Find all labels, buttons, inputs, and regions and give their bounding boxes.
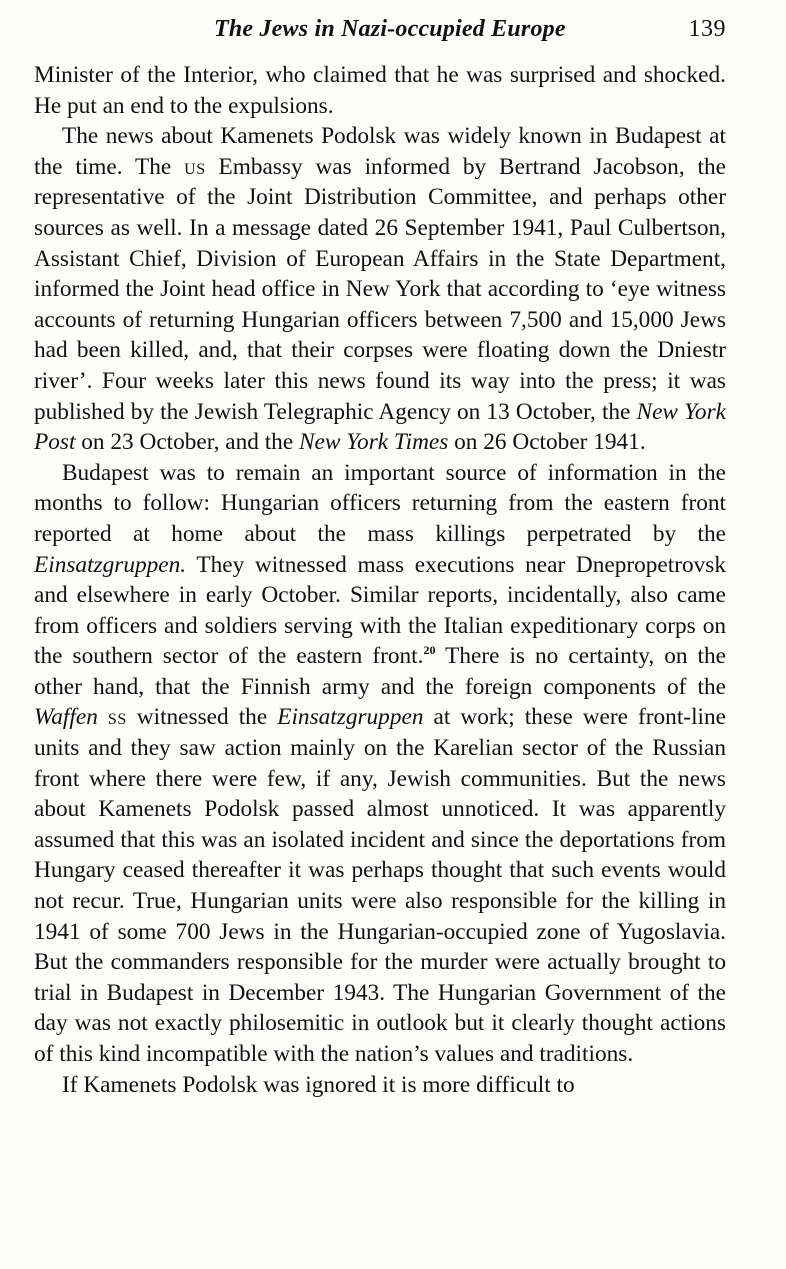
page-number: 139 <box>688 16 726 42</box>
text-run: on 23 October, and the <box>75 429 299 456</box>
italic-text: New York Post <box>34 398 726 456</box>
text-run: They witnessed mass executions near Dnepropetrovsk and elsewhere in early October. Similar reports, incidentally, also came from officers and soldiers serving with the Italian expeditionary corps on the southern sector of the eastern front. <box>34 551 726 670</box>
text-run: If Kamenets Podolsk was ignored it is more difficult to <box>62 1071 575 1098</box>
text-run: witnessed the <box>126 704 278 731</box>
small-caps-text: us <box>184 153 206 180</box>
running-title: The Jews in Nazi-occupied Europe <box>214 16 566 42</box>
paragraph-3 <box>34 458 726 1070</box>
text-run: Embassy was informed by Bertrand Jacobson, the representative of the Joint Distribution Committee, and perhaps other sources as well. In a message dated 26 September 1941, Paul Culbertson, Assistant Chief, Division of European Affairs in the State Department, informed the Joint head office in New York that according to ‘eye witness accounts of returning Hungarian officers between 7,500 and 15,000 Jews had been killed, and, that their corpses were floating down the Dniestr river’. Four weeks later this news found its way into the press; it was published by the Jewish Telegraphic Agency on 13 October, the <box>34 153 726 425</box>
text-run: at work; these were front-line units and they saw action mainly on the Karelian sector of the Russian front where there were few, if any, Jewish communities. But the news about Kamenets Podolsk passed almost unnoticed. It was apparently assumed that this was an isolated incident and since the deportations from Hungary ceased thereafter it was perhaps thought that such events would not recur. True, Hungarian units were also responsible for the killing in 1941 of some 700 Jews in the Hungarian-occupied zone of Yugoslavia. But the commanders responsible for the murder were actually brought to trial in Budapest in December 1943. The Hungarian Government of the day was not exactly philosemitic in outlook but it clearly thought actions of this kind incompatible with the nation’s values and traditions. <box>34 704 726 1067</box>
small-caps-text: ss <box>107 704 127 731</box>
text-run: Minister of the Interior, who claimed that he was surprised and shocked. He put an end to the expulsions. <box>34 62 726 119</box>
italic-text: New York Times <box>298 429 449 456</box>
paragraph-1 <box>34 60 726 121</box>
italic-text: Einsatzgruppen. <box>34 551 187 578</box>
text-run: Budapest was to remain an important source of information in the months to follow: Hungarian officers returning from the eastern front reported at home about the mass killings perpetrated by the <box>34 459 726 547</box>
paragraph-4 <box>34 1070 726 1101</box>
italic-text: Waffen <box>34 704 98 731</box>
text-run <box>98 704 108 730</box>
text-run: There is no certainty, on the other hand, that the Finnish army and the foreign components of the <box>34 643 726 700</box>
body-text <box>34 60 726 1100</box>
italic-text: Einsatzgruppen <box>277 704 424 731</box>
paragraph-2 <box>34 121 726 458</box>
text-run: The news about Kamenets Podolsk was widely known in Budapest at the time. The <box>34 123 726 180</box>
running-head <box>34 16 726 56</box>
footnote-marker: 20 <box>423 643 436 658</box>
text-run: on 26 October 1941. <box>448 429 646 456</box>
